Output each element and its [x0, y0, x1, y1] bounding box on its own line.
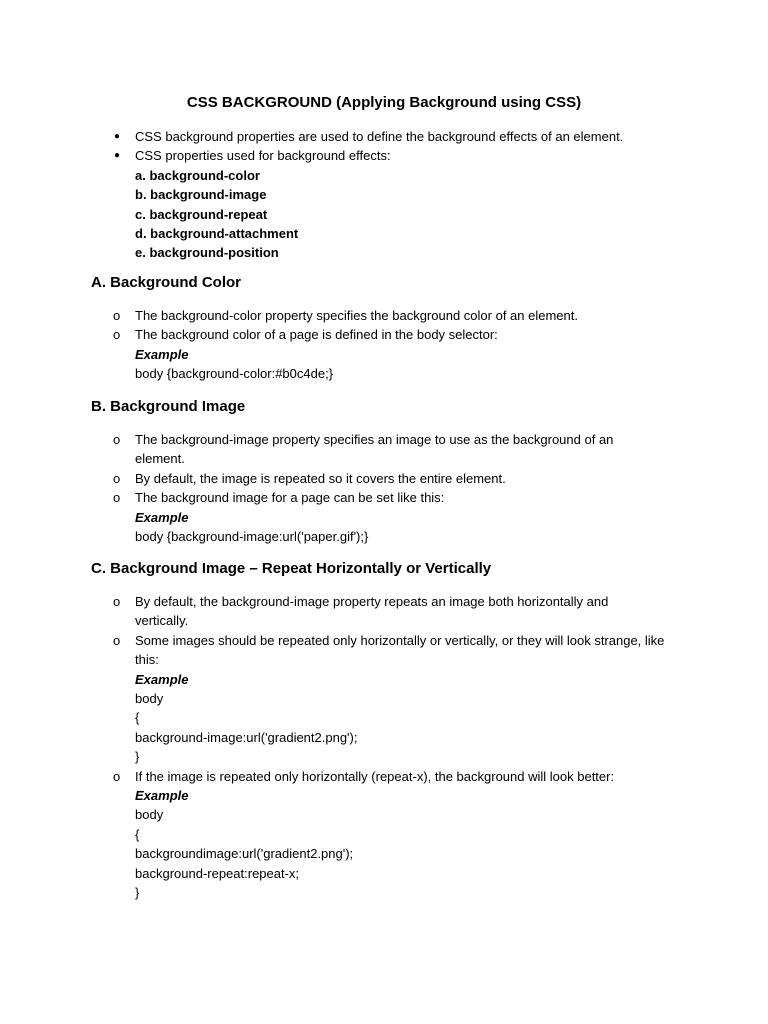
list-item — [0, 306, 768, 325]
example-label: Example — [135, 671, 189, 687]
list-item-text: Some images should be repeated only horizontally or vertically, or they will look strange, like this: — [135, 632, 665, 668]
list-item — [0, 488, 768, 546]
code-line: { — [135, 710, 140, 726]
circle-bullet-icon: o — [113, 632, 121, 648]
list-item-text: CSS properties used for background effects: — [135, 148, 391, 164]
circle-bullet-icon: o — [113, 327, 121, 343]
example-label: Example — [135, 346, 189, 362]
section-heading: A. Background Color — [91, 274, 242, 291]
code-line: background-repeat:repeat-x; — [135, 865, 300, 881]
section-list — [0, 592, 768, 903]
code-line: { — [135, 826, 140, 842]
list-item — [0, 592, 768, 631]
list-item-text: The background image for a page can be set like this: — [135, 490, 445, 506]
list-item — [0, 430, 768, 469]
bullet-icon: ● — [114, 131, 121, 142]
circle-bullet-icon: o — [113, 490, 121, 506]
code-line: body — [135, 691, 164, 707]
property-item: a. background-color — [135, 167, 260, 183]
section-list — [0, 430, 768, 546]
list-item — [0, 325, 768, 383]
list-item — [0, 631, 768, 767]
list-item — [0, 146, 768, 262]
property-item: d. background-attachment — [135, 226, 299, 242]
list-item-text: CSS background properties are used to define the background effects of an element. — [135, 129, 624, 144]
intro-list — [0, 127, 768, 263]
code-line: body {background-color:#b0c4de;} — [135, 366, 334, 382]
property-item: b. background-image — [135, 187, 267, 203]
section-list — [0, 306, 768, 384]
page-title: CSS BACKGROUND (Applying Background using CSS) — [186, 94, 582, 111]
code-line: background-image:url('gradient2.png'); — [135, 729, 358, 745]
property-item: c. background-repeat — [135, 206, 268, 222]
list-item-text: If the image is repeated only horizontally (repeat-x), the background will look better: — [135, 768, 615, 784]
circle-bullet-icon: o — [113, 594, 121, 609]
code-line: body {background-image:url('paper.gif');} — [135, 529, 369, 545]
circle-bullet-icon: o — [113, 768, 121, 784]
list-item — [0, 127, 768, 146]
list-item-text: The background color of a page is defined in the body selector: — [135, 327, 498, 343]
list-item-text: By default, the image is repeated so it covers the entire element. — [135, 470, 506, 486]
property-item: e. background-position — [135, 245, 279, 261]
code-line: backgroundimage:url('gradient2.png'); — [135, 846, 354, 862]
list-item — [0, 469, 768, 488]
example-label: Example — [135, 509, 189, 525]
code-line: } — [135, 885, 140, 901]
section-heading: B. Background Image — [91, 398, 246, 415]
code-line: body — [135, 807, 164, 823]
circle-bullet-icon: o — [113, 308, 121, 323]
example-label: Example — [135, 788, 189, 804]
circle-bullet-icon: o — [113, 470, 121, 486]
list-item — [0, 767, 768, 903]
list-item-text: The background-image property specifies an image to use as the background of an element. — [135, 432, 614, 467]
list-item-text: The background-color property specifies the background color of an element. — [135, 308, 578, 323]
bullet-icon: ● — [114, 150, 121, 162]
circle-bullet-icon: o — [113, 432, 121, 447]
list-item-text: By default, the background-image property repeats an image both horizontally and vertically. — [135, 594, 609, 629]
section-heading: C. Background Image – Repeat Horizontally or Vertically — [91, 560, 492, 577]
code-line: } — [135, 749, 140, 765]
